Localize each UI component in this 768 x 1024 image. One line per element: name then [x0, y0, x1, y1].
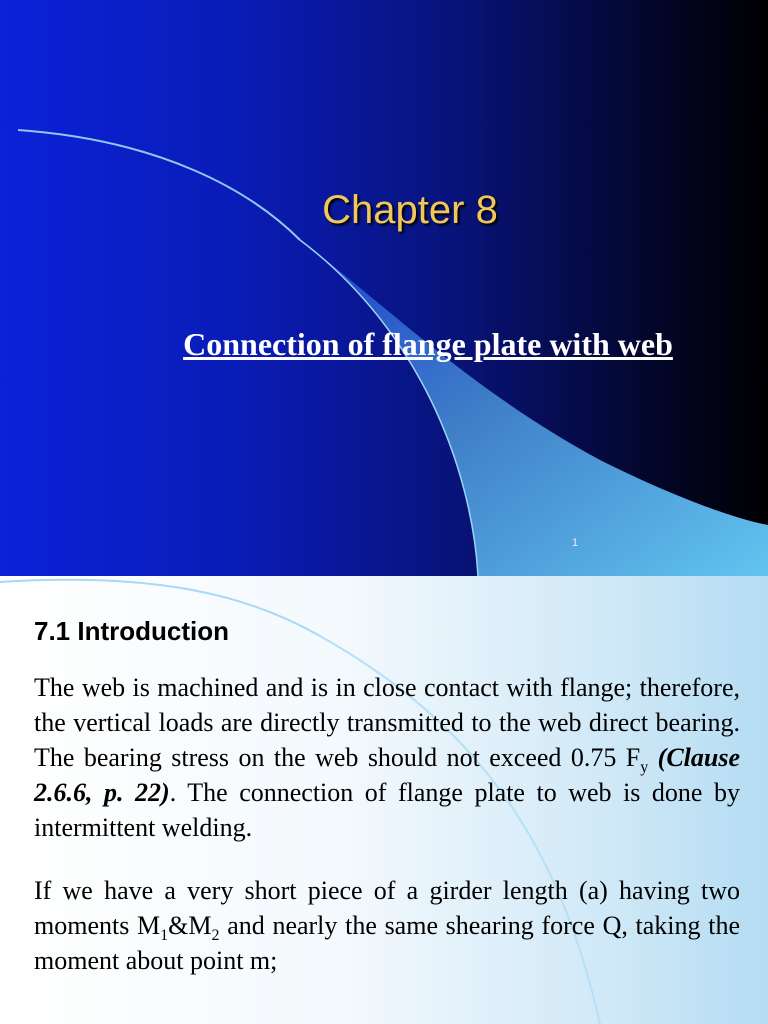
section-heading: 7.1 Introduction	[34, 616, 229, 646]
moment-paragraph	[34, 873, 740, 978]
chapter-subtitle: Connection of flange plate with web	[183, 326, 673, 362]
clause-reference: (Clause 2.6.6, p. 22)	[34, 743, 740, 807]
swoosh-shape	[300, 240, 768, 576]
subscript-2: 2	[211, 927, 220, 945]
content-slide	[0, 576, 768, 1024]
intro-paragraph	[34, 670, 740, 845]
moment-text-part1: If we have a very short piece of a girder length (a) having two moments M	[34, 876, 740, 940]
subscript-1: 1	[160, 927, 169, 945]
moment-text-part3: and nearly the same shearing force Q, taking the moment about point m;	[34, 911, 740, 975]
moment-text-part2: &M	[168, 911, 212, 940]
intro-text-part2: . The connection of flange plate to web is done by intermittent welding.	[34, 778, 740, 842]
chapter-title: Chapter 8	[322, 188, 498, 232]
slide-number: 1	[572, 537, 579, 549]
intro-text-part1: The web is machined and is in close contact with flange; therefore, the vertical loads are directly transmitted to the web direct bearing. The bearing stress on the web should not exceed 0.75 F	[34, 673, 740, 772]
subscript-y: y	[640, 759, 649, 777]
